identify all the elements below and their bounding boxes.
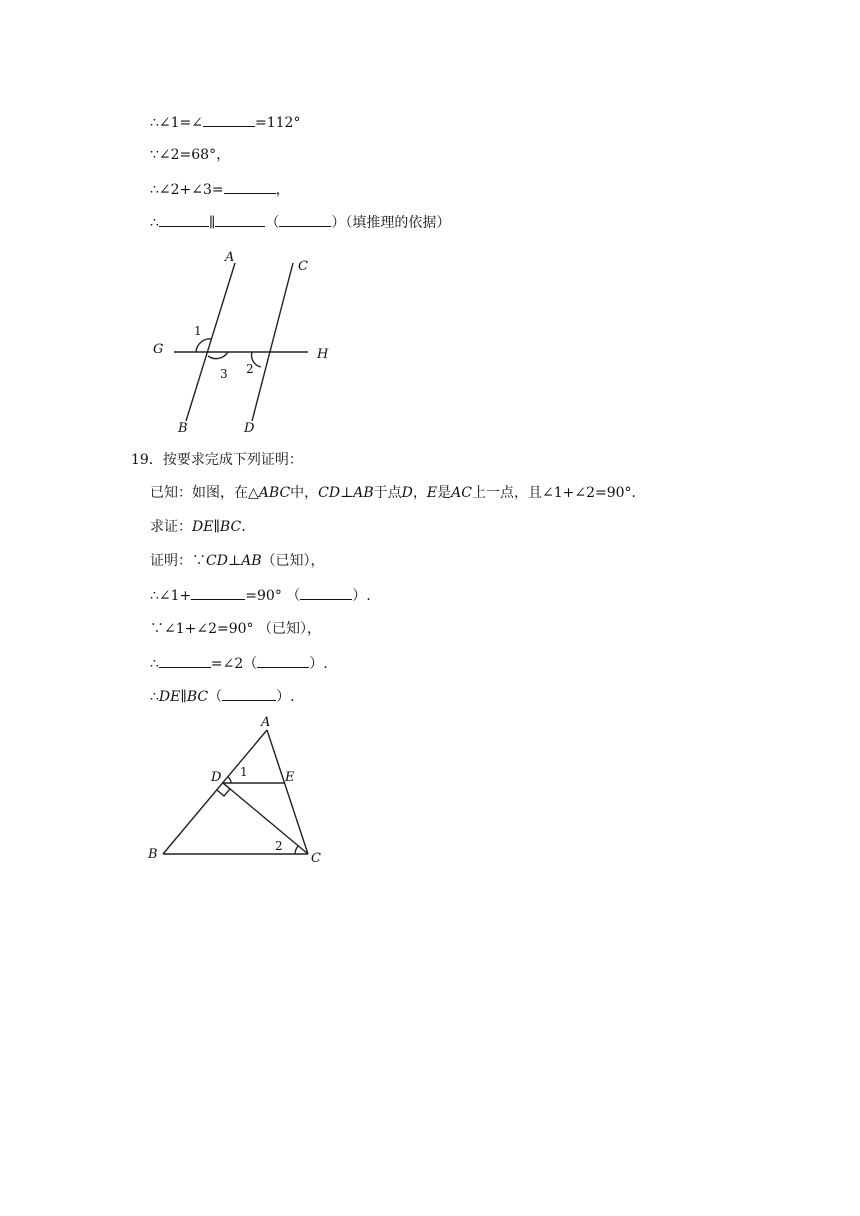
point-e: E	[426, 485, 438, 501]
prove-prefix: 求证：	[150, 519, 192, 535]
fig-label-h: H	[317, 347, 329, 362]
proof-suffix: ）.	[352, 588, 371, 604]
angle-1-arc	[228, 777, 231, 783]
proof-prefix: ∴	[150, 689, 159, 705]
fig-label-2: 2	[275, 839, 283, 853]
answer-blank[interactable]	[224, 179, 276, 194]
proof-text: ∵∠1+∠2=90° （已知），	[150, 621, 322, 637]
answer-blank[interactable]	[215, 212, 265, 227]
parallel-symbol: ∥	[213, 519, 220, 535]
point-d: D	[401, 485, 413, 501]
fig-label-g: G	[153, 342, 164, 357]
given-text: 于点	[373, 485, 402, 501]
fig-label-e: E	[285, 770, 295, 785]
q18-figure	[148, 245, 338, 435]
given-text: ，	[412, 485, 427, 501]
segment-de: DE	[158, 689, 181, 705]
answer-blank[interactable]	[222, 686, 276, 701]
segment-de: DE	[192, 519, 214, 535]
fig-label-b: B	[148, 847, 158, 862]
proof-mid: =∠2（	[210, 656, 258, 672]
fig-label-2: 2	[246, 362, 254, 376]
fig-label-a: A	[225, 250, 235, 265]
period: .	[241, 519, 246, 535]
proof-suffix: ）.	[276, 689, 295, 705]
q18-step1-prefix: ∴∠1=∠	[150, 115, 204, 131]
perp-symbol: ⊥	[227, 553, 242, 569]
parallel-symbol: ∥	[180, 689, 187, 705]
proof-prefix: ∴	[150, 656, 159, 672]
q19-title	[131, 450, 303, 470]
fig-label-1: 1	[240, 765, 248, 779]
segment-cd: CD	[318, 485, 341, 501]
q18-step1-suffix: =112°	[255, 115, 301, 131]
q18-step3	[150, 179, 290, 199]
fig-label-1: 1	[194, 324, 202, 338]
perp-symbol: ⊥	[340, 485, 354, 501]
proof-mid: =90° （	[245, 588, 301, 604]
q18-step3-suffix: ，	[275, 182, 290, 198]
answer-blank[interactable]	[300, 585, 352, 600]
fig-label-c: C	[298, 259, 308, 274]
fig-label-b: B	[178, 421, 188, 435]
segment-cd: CD	[206, 553, 228, 569]
fig-label-a: A	[261, 715, 271, 730]
q18-step2-text: ∵∠2=68°，	[150, 147, 231, 163]
segment-ab	[163, 730, 267, 854]
q19-proof-3	[150, 619, 321, 639]
q18-step2	[150, 145, 230, 165]
given-text: 中，	[290, 485, 319, 501]
q19-proof-1	[150, 551, 325, 571]
given-prefix: 已知：如图，在△	[150, 485, 259, 501]
proof-suffix: ）.	[309, 656, 328, 672]
q19-given	[150, 483, 646, 503]
close-paren: ）	[331, 215, 346, 231]
segment-dc	[223, 783, 308, 854]
reason-text: （已知），	[261, 553, 325, 569]
given-text: 是	[437, 485, 452, 501]
segment-ab: AB	[353, 485, 374, 501]
q18-step4	[150, 212, 450, 232]
parallel-symbol: ∥	[208, 215, 216, 231]
triangle-abc: ABC	[258, 485, 291, 501]
open-paren: （	[265, 215, 280, 231]
segment-ab: AB	[241, 553, 262, 569]
angle-3-arc	[208, 352, 228, 359]
fig-label-c: C	[311, 851, 321, 866]
open-paren: （	[208, 689, 223, 705]
q18-step3-prefix: ∴∠2+∠3=	[150, 182, 224, 198]
fig-label-3: 3	[220, 367, 228, 381]
q19-proof-2	[150, 585, 371, 605]
q19-figure	[145, 710, 335, 870]
segment-bc: BC	[219, 519, 242, 535]
given-suffix: 上一点，且∠1+∠2=90°．	[471, 485, 646, 501]
answer-blank[interactable]	[159, 212, 209, 227]
answer-blank[interactable]	[279, 212, 331, 227]
q19-proof-5	[150, 686, 295, 706]
proof-prefix: 证明：∵	[150, 553, 206, 569]
line-cd	[252, 263, 293, 421]
segment-ac: AC	[451, 485, 472, 501]
line-ab	[186, 263, 235, 421]
q19-title-text: 19．按要求完成下列证明：	[131, 452, 303, 468]
proof-prefix: ∴∠1+	[150, 588, 192, 604]
segment-bc: BC	[186, 689, 209, 705]
answer-blank[interactable]	[203, 112, 255, 127]
angle-2-arc	[295, 846, 298, 854]
q18-step4-note: （填推理的依据）	[345, 215, 451, 231]
q19-proof-4	[150, 653, 328, 673]
answer-blank[interactable]	[159, 653, 211, 668]
q18-step4-prefix: ∴	[150, 215, 159, 231]
fig-label-d: D	[211, 770, 222, 785]
q18-step1	[150, 112, 300, 132]
answer-blank[interactable]	[257, 653, 309, 668]
segment-ac	[267, 730, 308, 854]
q19-prove	[150, 517, 246, 537]
fig-label-d: D	[244, 421, 255, 435]
answer-blank[interactable]	[191, 585, 245, 600]
